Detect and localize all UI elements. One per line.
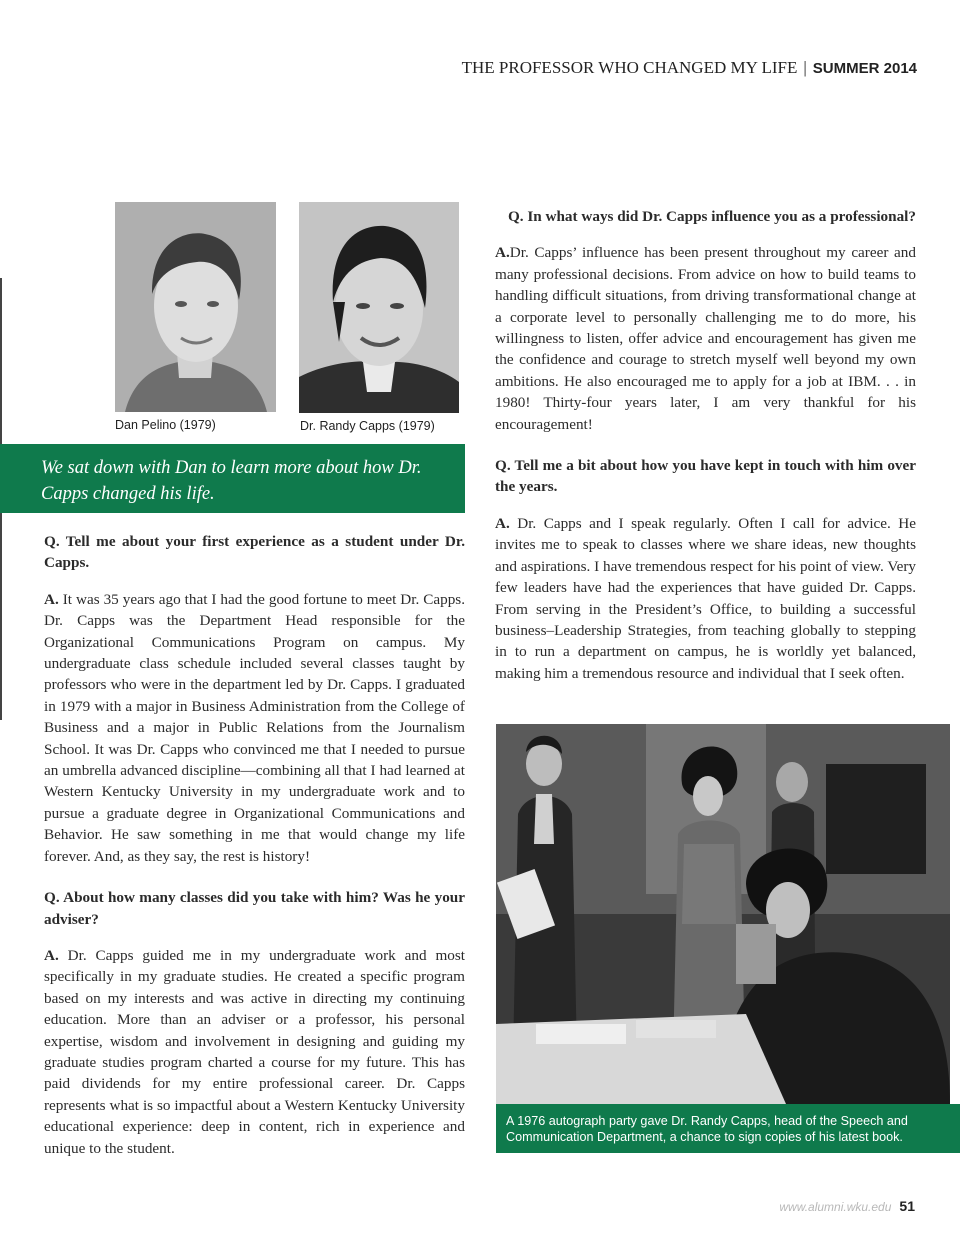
answer-professional-influence <box>495 242 916 435</box>
answer-lead: A. <box>44 946 59 964</box>
answer-text: It was 35 years ago that I had the good fortune to meet Dr. Capps. Dr. Capps was the Department Head responsible for the Organizational Communications Program on campus. My undergraduate class schedule included several classes taught by professors who were in the department led by Dr. Capps. I graduated in 1979 with a major in Business Administration from the College of Business and a major in Public Relations from the Journalism School. It was Dr. Capps who convinced me that I needed to pursue an umbrella advanced discipline—combining all that I had learned at Western Kentucky University in my undergraduate work and to pursue a graduate degree in Organizational Communications and Behavior. He saw something in me that would change my life forever. And, as they say, the rest is history! <box>44 590 466 865</box>
answer-keep-in-touch <box>495 513 916 684</box>
answer-lead: A. <box>495 244 510 262</box>
answer-text: Dr. Capps’ influence has been present throughout my career and many professional decisions. From advice on how to build teams to handling difficult situations, from driving transformational change at a corporate level to personally challenging me to do more, his willingness to listen, offer advice and encouragement has given me the confidence and courage to stretch myself well beyond my own ambitions. He also encouraged me to apply for a job at IBM. . . in 1980! Thirty-four years later, I am very thankful for his encouragement! <box>495 244 916 433</box>
header-title: THE PROFESSOR WHO CHANGED MY LIFE <box>461 58 798 77</box>
question-first-experience: Q. Tell me about your first experience as a student under Dr. Capps. <box>44 533 465 572</box>
caption-autograph-party: A 1976 autograph party gave Dr. Randy Capps, head of the Speech and Communication Department, a chance to sign copies of his latest book. <box>496 1104 960 1153</box>
intro-text: We sat down with Dan to learn more about how Dr. Capps changed his life. <box>41 458 422 504</box>
intro-band <box>0 444 465 513</box>
caption-randy-capps: Dr. Randy Capps (1979) <box>300 419 435 433</box>
question-classes-adviser: Q. About how many classes did you take with him? Was he your adviser? <box>44 889 465 928</box>
right-column <box>495 206 916 684</box>
left-column <box>44 531 465 1159</box>
answer-lead: A. <box>44 590 59 608</box>
page-number: 51 <box>899 1198 915 1214</box>
page-footer <box>779 1198 915 1216</box>
photo-randy-capps <box>299 202 459 413</box>
header-separator: | <box>803 58 807 77</box>
question-keep-in-touch: Q. Tell me a bit about how you have kept in touch with him over the years. <box>495 457 916 496</box>
answer-first-experience <box>44 589 465 867</box>
footer-url: www.alumni.wku.edu <box>779 1200 892 1214</box>
header-issue: SUMMER 2014 <box>812 60 917 77</box>
photo-autograph-party <box>496 724 950 1104</box>
answer-lead: A. <box>495 514 510 532</box>
answer-classes-adviser <box>44 945 465 1159</box>
answer-text: Dr. Capps guided me in my undergraduate work and most specifically in my graduate studies. He created a specific program based on my interests and was active in directing my continuing education. More than an adviser or a professor, his personal expertise, wisdom and involvement in designing and guiding my graduate studies program charted a course for my future. This has paid dividends for my entire professional career. Dr. Capps represents what is so impactful about a Western Kentucky University educational experience: deep in content, rich in experience and unique to the student. <box>44 946 465 1157</box>
answer-text: Dr. Capps and I speak regularly. Often I call for advice. He invites me to speak to classes where we share ideas, new thoughts and aspirations. I have tremendous respect for his point of view. Very few leaders have had the experiences that have guided Dr. Capps. From serving in the President’s Office, to building a successful business–Leadership Strategies, from teaching globally to stepping in to run a department on campus, he is worldly yet balanced, making him a tremendous resource and individual that I seek often. <box>495 514 916 682</box>
photo-dan-pelino <box>115 202 276 412</box>
caption-dan-pelino: Dan Pelino (1979) <box>115 418 216 432</box>
question-professional-influence: Q. In what ways did Dr. Capps influence you as a professional? <box>507 208 916 225</box>
running-header <box>462 58 917 78</box>
